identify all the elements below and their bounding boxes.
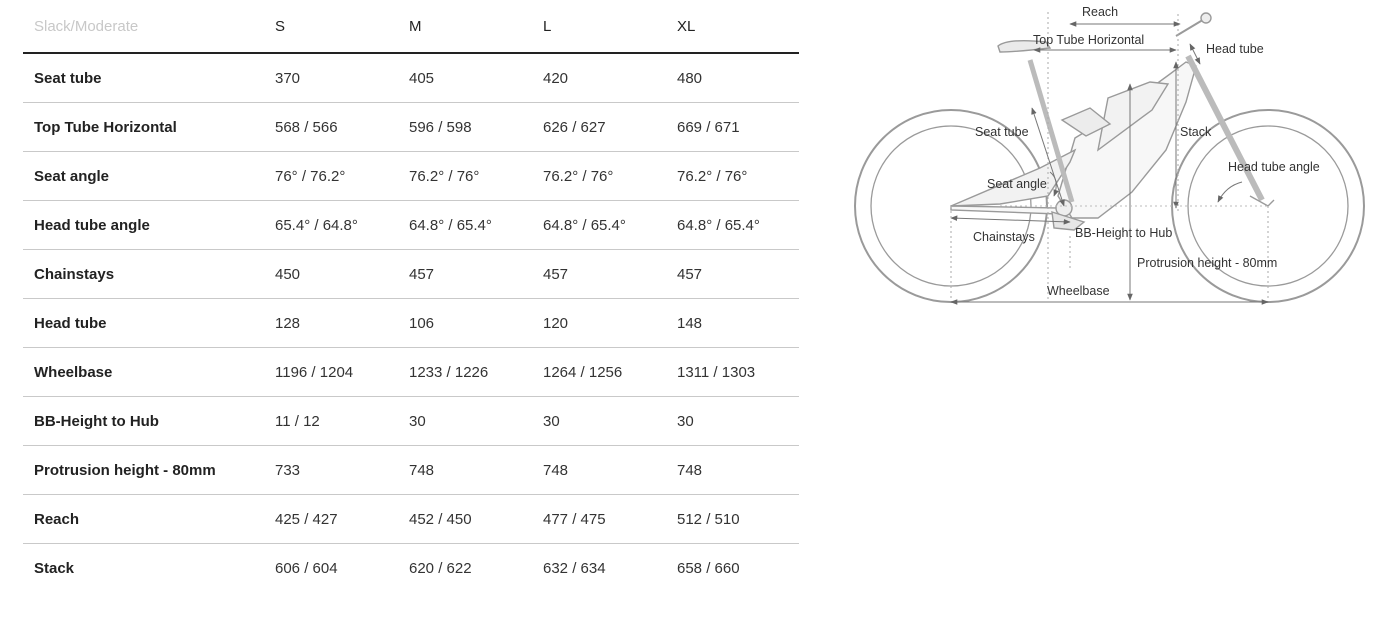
cell-value: 606 / 604 xyxy=(275,559,338,577)
cell-value: 76.2° / 76° xyxy=(543,152,677,201)
cell-value: 76.2° / 76° xyxy=(409,152,543,201)
row-label: Chainstays xyxy=(23,250,275,299)
cell-value: 480 xyxy=(677,53,799,103)
table-row xyxy=(23,152,799,201)
cell-value: 457 xyxy=(409,250,543,299)
cell-value: 477 / 475 xyxy=(543,495,677,544)
label-protrusion-height: Protrusion height - 80mm xyxy=(1137,256,1278,270)
cell-value: 669 / 671 xyxy=(677,103,799,152)
cell-value: 1196 / 1204 xyxy=(275,348,409,397)
row-label: Head tube xyxy=(23,299,275,348)
cell-value: 120 xyxy=(543,299,677,348)
table-row xyxy=(23,348,799,397)
cell-value: 30 xyxy=(677,397,799,446)
cell-value: 512 / 510 xyxy=(677,495,799,544)
cell-value: 76° / 76.2° xyxy=(275,152,409,201)
row-label: Seat tube xyxy=(23,53,275,103)
cell-value: 1311 / 1303 xyxy=(677,348,799,397)
label-bb-height-to-hub: BB-Height to Hub xyxy=(1075,226,1173,240)
table-row xyxy=(23,299,799,348)
size-header-l: L xyxy=(543,0,677,53)
row-label: Wheelbase xyxy=(23,348,275,397)
label-head-tube-angle: Head tube angle xyxy=(1228,160,1320,174)
geometry-table xyxy=(23,0,799,592)
row-label: Stack xyxy=(34,559,75,577)
table-row xyxy=(23,53,799,103)
label-chainstays: Chainstays xyxy=(973,230,1035,244)
cell-value: 76.2° / 76° xyxy=(677,152,799,201)
table-row xyxy=(23,446,799,495)
cell-value: 596 / 598 xyxy=(409,103,543,152)
row-label: Seat angle xyxy=(23,152,275,201)
table-row xyxy=(23,250,799,299)
cell-value: 450 xyxy=(275,250,409,299)
label-stack: Stack xyxy=(1180,125,1212,139)
cell-value: 420 xyxy=(543,53,677,103)
label-head-tube: Head tube xyxy=(1206,42,1264,56)
cell-value: 568 / 566 xyxy=(275,103,409,152)
table-header-row xyxy=(23,0,799,53)
size-header-m: M xyxy=(409,0,543,53)
cell-value: 30 xyxy=(543,397,677,446)
table-row xyxy=(23,201,799,250)
cell-value: 733 xyxy=(275,446,409,495)
size-header-s: S xyxy=(275,0,409,53)
table-row xyxy=(23,103,799,152)
cell-value: 64.8° / 65.4° xyxy=(409,201,543,250)
cell-value: 452 / 450 xyxy=(409,495,543,544)
table-row xyxy=(23,495,799,544)
row-label: Top Tube Horizontal xyxy=(23,103,275,152)
cell-value: 632 / 634 xyxy=(543,559,606,577)
cell-value: 457 xyxy=(677,250,799,299)
table-row xyxy=(23,397,799,446)
cell-value: 620 / 622 xyxy=(409,559,472,577)
cell-value: 64.8° / 65.4° xyxy=(543,201,677,250)
cell-value: 457 xyxy=(543,250,677,299)
cell-value: 626 / 627 xyxy=(543,103,677,152)
size-header-xl: XL xyxy=(677,0,799,53)
label-seat-tube: Seat tube xyxy=(975,125,1029,139)
label-wheelbase: Wheelbase xyxy=(1047,284,1110,298)
cell-value: 748 xyxy=(543,446,677,495)
row-label: BB-Height to Hub xyxy=(23,397,275,446)
row-label: Head tube angle xyxy=(23,201,275,250)
row-label: Reach xyxy=(23,495,275,544)
cell-value: 106 xyxy=(409,299,543,348)
cell-value: 128 xyxy=(275,299,409,348)
cell-value: 425 / 427 xyxy=(275,495,409,544)
cell-value: 370 xyxy=(275,53,409,103)
cell-value: 64.8° / 65.4° xyxy=(677,201,799,250)
table-row xyxy=(23,544,799,593)
mode-label: Slack/Moderate xyxy=(23,0,275,53)
cell-value: 1264 / 1256 xyxy=(543,348,677,397)
cell-value: 65.4° / 64.8° xyxy=(275,201,409,250)
label-seat-angle: Seat angle xyxy=(987,177,1047,191)
cell-value: 30 xyxy=(409,397,543,446)
cell-value: 11 / 12 xyxy=(275,397,409,446)
row-label: Protrusion height - 80mm xyxy=(23,446,275,495)
label-reach: Reach xyxy=(1082,5,1119,19)
cell-value: 658 / 660 xyxy=(677,559,740,577)
bike-geometry-diagram xyxy=(848,4,1374,310)
cell-value: 748 xyxy=(677,446,799,495)
cell-value: 405 xyxy=(409,53,543,103)
cell-value: 1233 / 1226 xyxy=(409,348,543,397)
cell-value: 148 xyxy=(677,299,799,348)
label-top-tube-horizontal: Top Tube Horizontal xyxy=(1033,33,1145,47)
cell-value: 748 xyxy=(409,446,543,495)
